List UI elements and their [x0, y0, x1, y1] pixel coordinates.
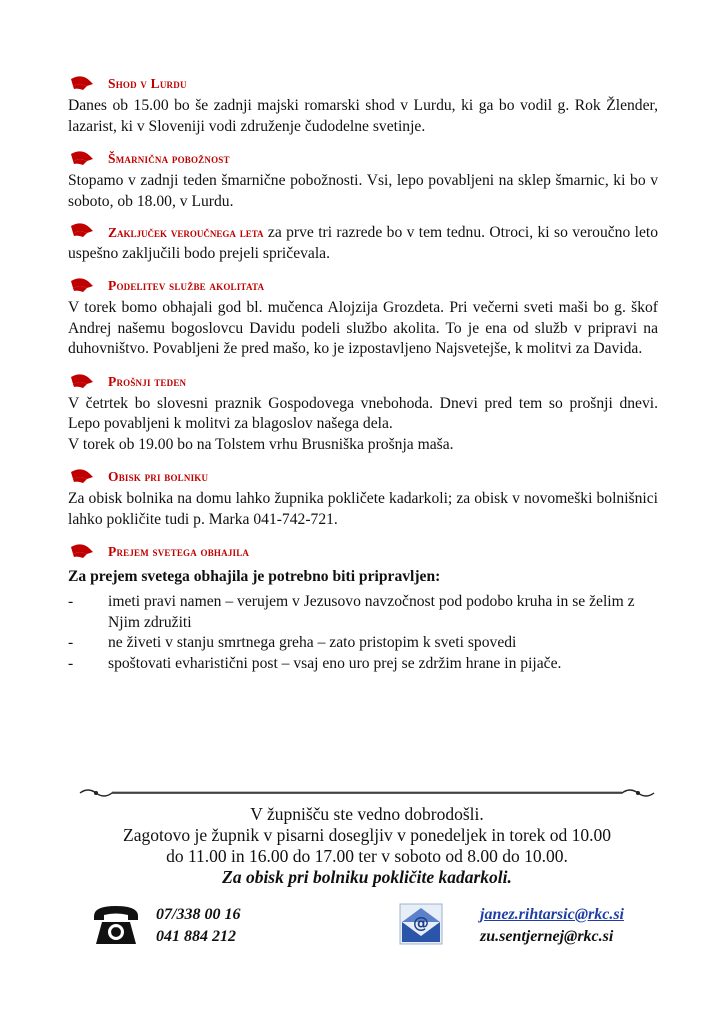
section-header: [68, 465, 658, 489]
section-title: Prejem svetega obhajila: [108, 544, 250, 559]
telephone-icon: [90, 900, 142, 948]
dash-mark: -: [68, 654, 74, 672]
footer-hours-2: do 11.00 in 16.00 do 17.00 ter v soboto od 8.00 do 10.00.: [166, 846, 568, 866]
contact-row: [78, 896, 656, 954]
ornament-divider-icon: [78, 786, 656, 800]
section-body: [68, 96, 658, 137]
paragraph: [68, 222, 658, 264]
section-header: [68, 72, 658, 96]
section-obisk-pri-bolniku: [68, 465, 658, 530]
requirements-list: [68, 592, 658, 674]
list-item-text: spoštovati evharistični post – vsaj eno uro prej se zdržim hrane in pijače.: [108, 654, 562, 672]
phone-number: 07/338 00 16: [156, 906, 241, 923]
section-podelitev-akolitata: [68, 274, 658, 360]
section-body: [68, 489, 658, 530]
section-header: [68, 274, 658, 298]
paragraph: Danes ob 15.00 bo še zadnji majski romarski shod v Lurdu, ki ga bo vodil g. Rok Žlender, lazarist, ki v Sloveniji vodi združenje čudodelne svetinje.: [68, 97, 658, 135]
paragraph: Za obisk bolnika na domu lahko župnika pokličete kadarkoli; za obisk v novomeški bolnišnici lahko pokličite tudi p. Marka 041-742-721.: [68, 490, 658, 528]
section-prejem-obhajila: [68, 540, 658, 674]
email-link[interactable]: janez.rihtarsic@rkc.si: [480, 906, 624, 923]
email-address: zu.sentjernej@rkc.si: [480, 928, 614, 945]
section-header: [68, 147, 658, 171]
paragraph: V torek ob 19.00 bo na Tolstem vrhu Brusniška prošnja maša.: [68, 435, 454, 453]
email-addresses: [480, 904, 624, 948]
dash-mark: -: [68, 593, 74, 610]
section-smarnicna-poboznost: [68, 147, 658, 212]
footer-text: [78, 804, 656, 888]
footer-box: [78, 786, 656, 954]
arrow-icon: [68, 277, 96, 295]
arrow-icon: [68, 75, 96, 93]
arrow-icon: [68, 222, 96, 240]
section-title: Šmarnična pobožnost: [108, 151, 230, 166]
footer-hours-1: Zagotovo je župnik v pisarni dosegljiv v ponedeljek in torek od 10.00: [123, 825, 611, 845]
footer-sick-visit: Za obisk pri bolniku pokličite kadarkoli.: [222, 867, 512, 887]
phone-numbers: [156, 904, 240, 948]
arrow-icon: [68, 150, 96, 168]
section-title: Shod v Lurdu: [108, 76, 187, 91]
paragraph: Stopamo v zadnji teden šmarnične pobožnosti. Vsi, lepo povabljeni na sklep šmarnic, ki bo v soboto, ob 18.00, v Lurdu.: [68, 172, 658, 210]
section-body: [68, 171, 658, 212]
section-header: [68, 540, 658, 564]
phone-number: 041 884 212: [156, 928, 236, 945]
bulletin-page: [68, 72, 658, 684]
section-title: Zaključek veroučnega leta: [108, 225, 264, 240]
list-item: [68, 654, 658, 675]
section-body: [68, 222, 658, 264]
section-zakljucek-verouka: [68, 222, 658, 264]
paragraph: V četrtek bo slovesni praznik Gospodovega vnebohoda. Dnevi pred tem so prošnji dnevi. Lepo povabljeni k molitvi za blagoslov našega dela.: [68, 394, 658, 432]
section-header: [68, 370, 658, 394]
requirements-heading: Za prejem svetega obhajila je potrebno biti pripravljen:: [68, 568, 441, 585]
section-body: [68, 394, 658, 456]
footer-welcome: V župnišču ste vedno dobrodošli.: [250, 804, 484, 824]
list-item: [68, 633, 658, 654]
list-item-text: imeti pravi namen – verujem v Jezusovo navzočnost pod podobo kruha in se želim z Njim združiti: [108, 593, 635, 631]
svg-text:@: @: [413, 913, 429, 932]
section-body: [68, 298, 658, 360]
email-envelope-icon: [396, 898, 446, 948]
section-shod-v-lurdu: [68, 72, 658, 137]
dash-mark: -: [68, 634, 74, 651]
arrow-icon: [68, 468, 96, 486]
inline-text: za prve tri razrede bo v tem tednu. Otroci, ki so veroučno leto uspešno zaključili bodo prejeli spričevala.: [68, 224, 659, 262]
paragraph: V torek bomo obhajali god bl. mučenca Alojzija Grozdeta. Pri večerni sveti maši bo g. škof Andrej našemu bogoslovcu Davidu podeli službo akolita. To je ena od služb v pripravi na duhovništvo. Povabljeni že pred mašo, ko je izpostavljeno Najsvetejše, k molitvi za Davida.: [68, 299, 658, 357]
arrow-icon: [68, 373, 96, 391]
arrow-icon: [68, 543, 96, 561]
section-prosnji-teden: [68, 370, 658, 456]
section-title: Obisk pri bolniku: [108, 469, 209, 484]
section-title: Podelitev službe akolitata: [108, 278, 265, 293]
list-item: [68, 592, 658, 633]
list-item-text: ne živeti v stanju smrtnega greha – zato pristopim k sveti spovedi: [108, 634, 517, 651]
section-title: Prošnji teden: [108, 373, 187, 389]
